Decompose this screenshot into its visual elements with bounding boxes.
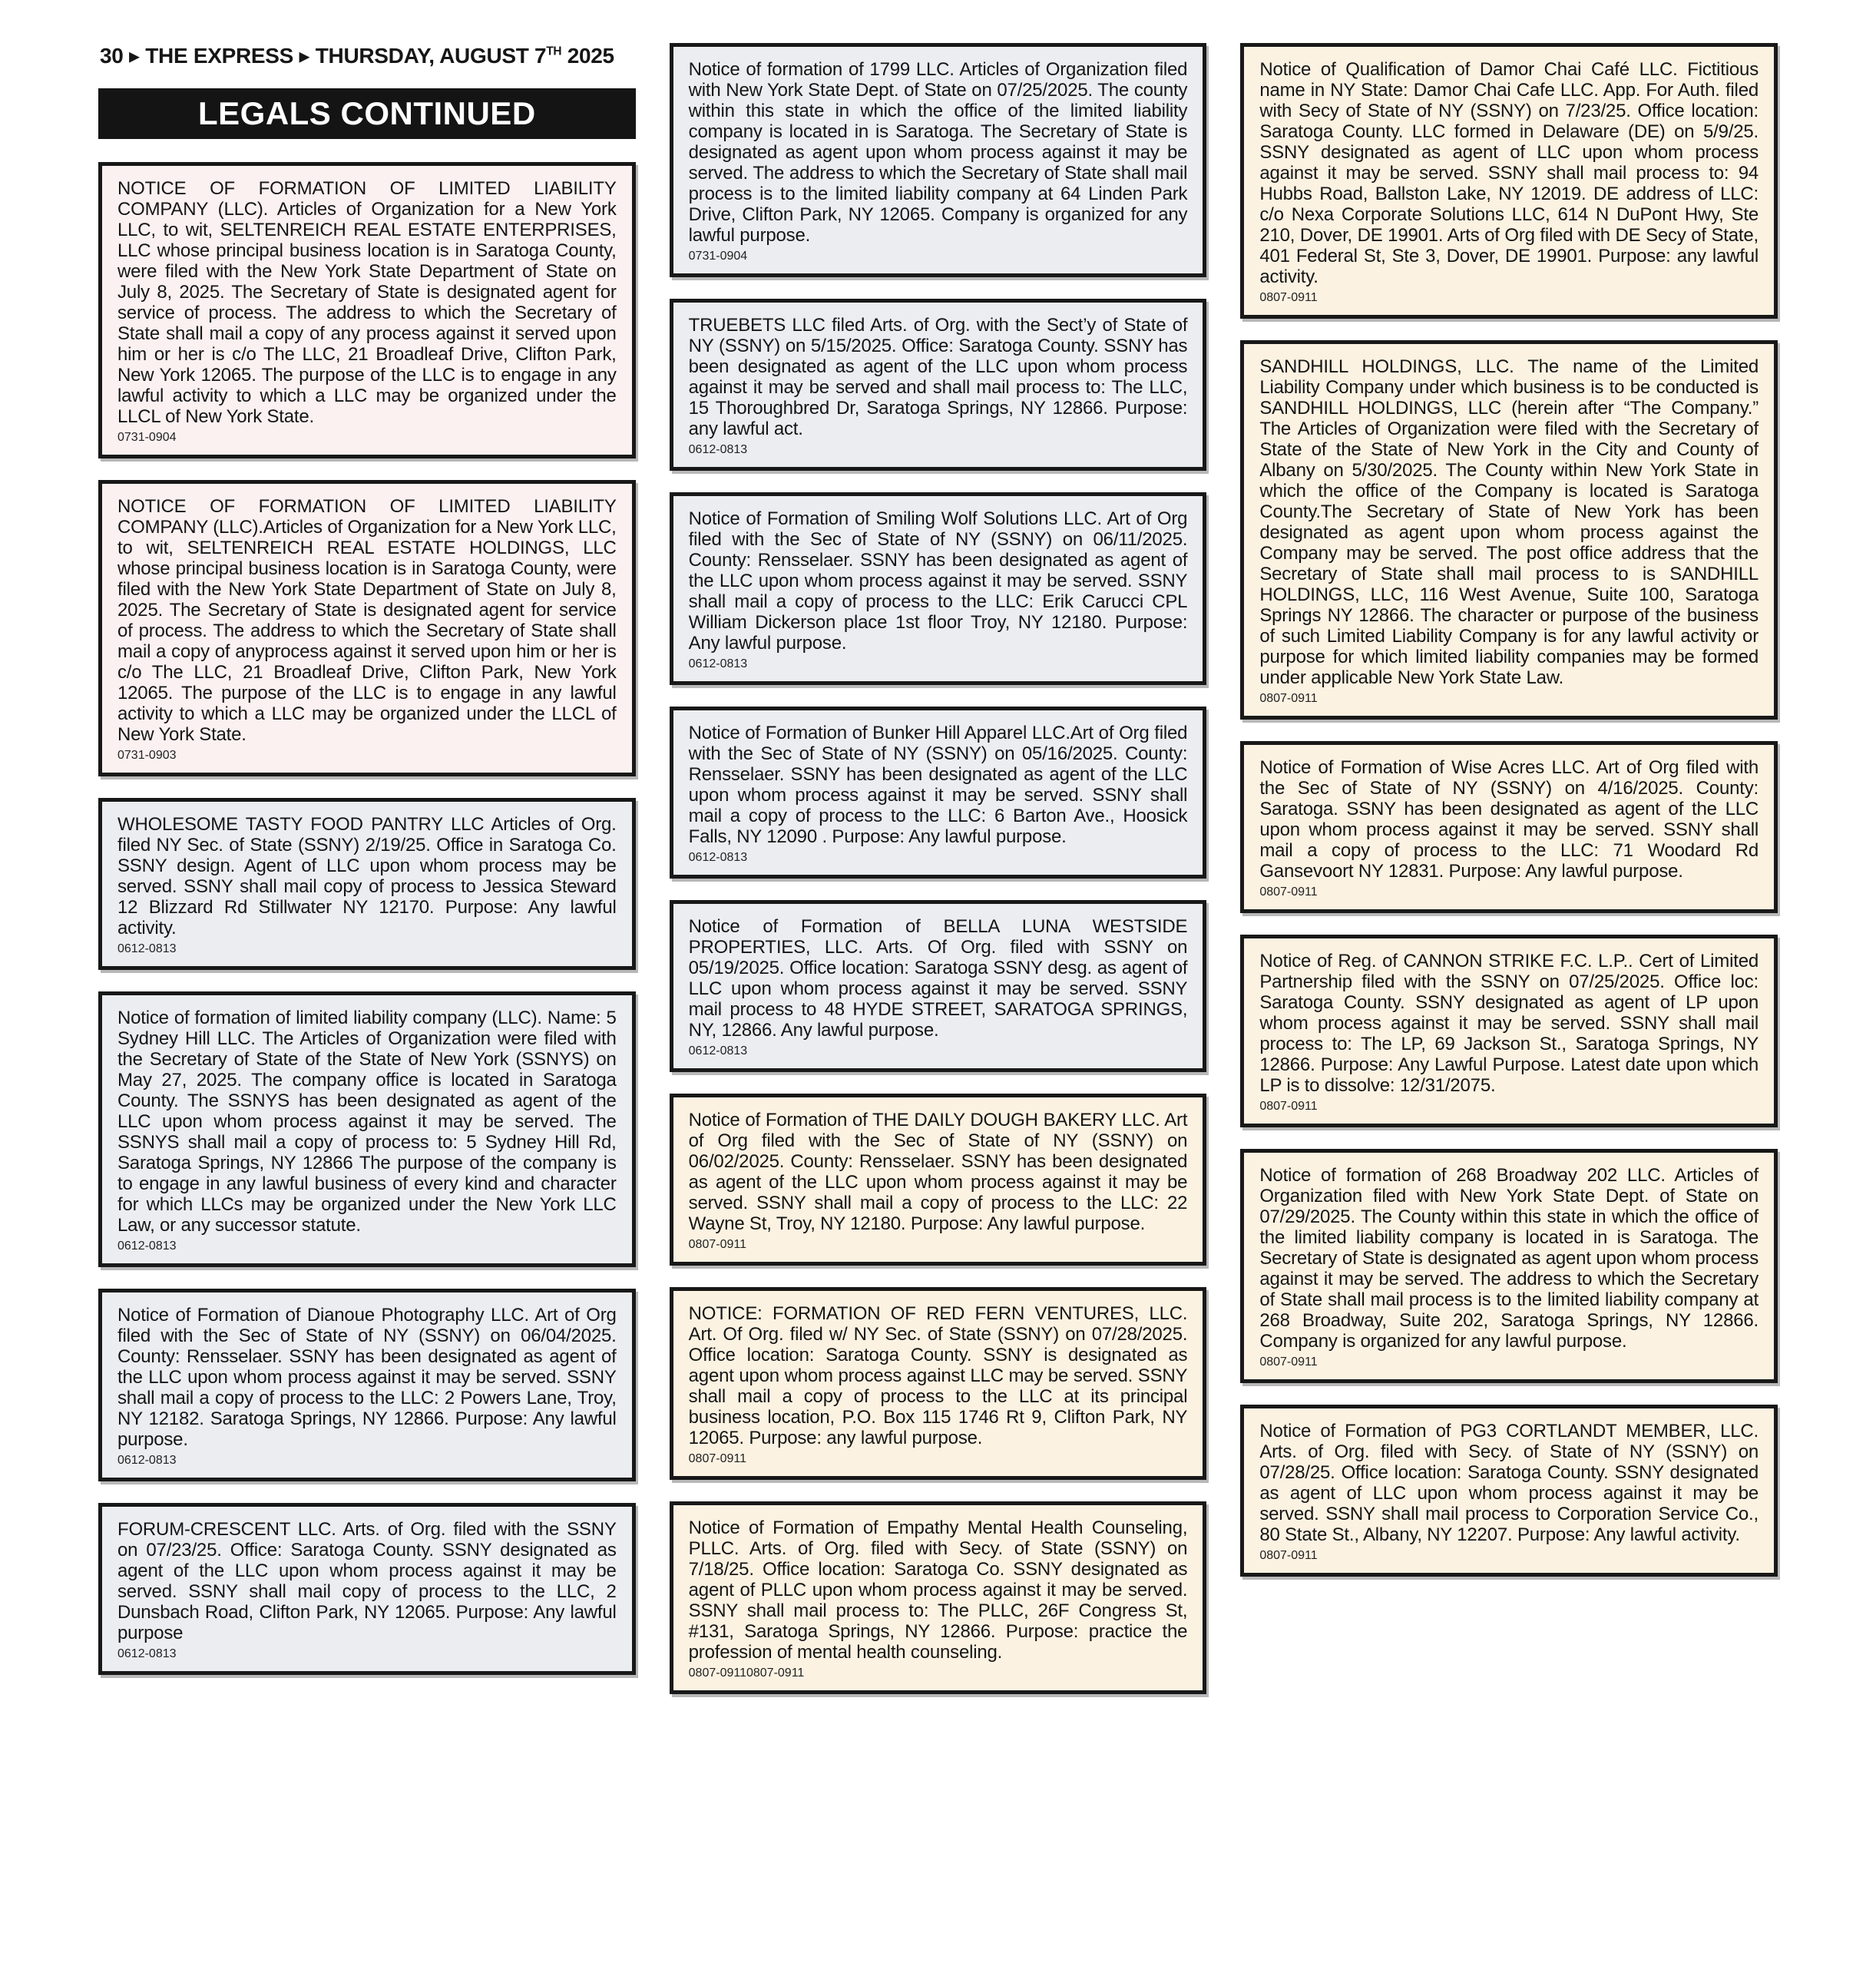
- legal-notice-box: [1240, 43, 1778, 319]
- notice-code: 0612-0813: [117, 942, 177, 955]
- notice-code: 0807-0911: [1259, 1355, 1318, 1369]
- notice-text: Notice of Formation of BELLA LUNA WESTSIDE PROPERTIES, LLC. Arts. Of Org. filed with SSNY on 05/19/2025. Office location: Saratoga SSNY desg. as agent of LLC upon whom process against it may be served. SSNY mail process to 48 HYDE STREET, SARATOGA SPRINGS, NY, 12866. Any lawful purpose.: [688, 916, 1188, 1041]
- legal-notice-box: [98, 798, 636, 970]
- page-masthead: [98, 43, 636, 68]
- notice-text: Notice of Qualification of Damor Chai Café LLC. Fictitious name in NY State: Damor Chai Cafe LLC. App. For Auth. filed with Secy of State of NY (SSNY) on 7/23/25. Office location: Saratoga County. LLC formed in Delaware (DE) on 5/9/25. SSNY designated as agent of LLC upon whom process against it may be served. SSNY shall mail process to: 94 Hubbs Road, Ballston Lake, NY 12019. DE address of LLC: c/o Nexa Corporate Solutions LLC, 614 N DuPont Hwy, Ste 210, Dover, DE 19901. Arts of Org filed with DE Secy of State, 401 Federal St, Ste 3, Dover, DE 19901. Purpose: any lawful activity.: [1259, 59, 1759, 287]
- legal-notice-box: [670, 707, 1207, 879]
- notice-code: 0807-0911: [688, 1238, 746, 1251]
- legal-notice-box: [98, 480, 636, 776]
- notice-text: Notice of Formation of Wise Acres LLC. Art of Org filed with the Sec of State of NY (SSNY) on 4/16/2025. County: Saratoga. SSNY has been designated as agent of the LLC upon whom process against it may be served. SSNY shall mail a copy of process to the LLC: 71 Woodard Rd Gansevoort NY 12831. Purpose: Any lawful purpose.: [1259, 757, 1759, 882]
- notice-list-2: [670, 43, 1207, 1694]
- notice-code: 0807-0911: [688, 1452, 746, 1465]
- notice-text: Notice of Formation of PG3 CORTLANDT MEMBER, LLC. Arts. of Org. filed with Secy. of State of NY (SSNY) on 07/28/25. Office location: Saratoga County. SSNY designated as agent of LLC upon whom process against it may be served. SSNY shall mail process to Corporation Service Co., 80 State St., Albany, NY 12207. Purpose: Any lawful activity.: [1259, 1421, 1759, 1545]
- notice-code: 0612-0813: [117, 1647, 177, 1660]
- legals-banner: [98, 88, 636, 139]
- legal-notice-box: [670, 1287, 1207, 1480]
- notice-code: 0807-09110807-0911: [688, 1666, 805, 1680]
- notice-text: Notice of Formation of Empathy Mental Health Counseling, PLLC. Arts. of Org. filed with Secy. of State (SSNY) on 7/18/25. Office location: Saratoga Co. SSNY designated as agent of PLLC upon whom process against it may be served. SSNY shall mail process to: The PLLC, 26F Congress St, #131, Saratoga Springs, NY 12866. Purpose: practice the profession of mental health counseling.: [688, 1518, 1188, 1663]
- notice-code: 0731-0904: [688, 250, 748, 263]
- notice-text: NOTICE: FORMATION OF RED FERN VENTURES, LLC. Art. Of Org. filed w/ NY Sec. of State (SSNY) on 07/28/2025. Office location: Saratoga County. SSNY is designated as agent upon whom process against LLC may be served. SSNY shall mail a copy of process to the LLC at its principal business location, P.O. Box 115 1746 Rt 9, Clifton Park, NY 12065. Purpose: any lawful purpose.: [688, 1303, 1188, 1448]
- column-2: [670, 43, 1207, 1716]
- notice-text: Notice of Formation of Smiling Wolf Solutions LLC. Art of Org filed with the Sec of State of NY (SSNY) on 06/11/2025. County: Rensselaer. SSNY has been designated as agent of the LLC upon whom process against it may be served. SSNY shall mail a copy of process to the LLC: Erik Carucci CPL William Dickerson place 1st floor Troy, NY 12180. Purpose: Any lawful purpose.: [688, 508, 1188, 654]
- legals-banner-label: LEGALS CONTINUED: [197, 95, 536, 131]
- notice-text: Notice of Formation of Bunker Hill Apparel LLC.Art of Org filed with the Sec of State of NY (SSNY) on 05/16/2025. County: Rensselaer. SSNY has been designated as agent of the LLC upon whom process against it may be served. SSNY shall mail a copy of process to the LLC: 6 Barton Ave., Hoosick Falls, NY 12090 . Purpose: Any lawful purpose.: [688, 723, 1188, 847]
- notice-text: Notice of formation of 1799 LLC. Articles of Organization filed with New York State Dept. of State on 07/25/2025. The county within this state in which the office of the limited liability company is located in is Saratoga. The Secretary of State is designated as agent upon whom process against it may be served. The address to which the Secretary of State shall mail process is to the limited liability company at 64 Linden Park Drive, Clifton Park, NY 12065. Company is organized for any lawful purpose.: [688, 59, 1188, 246]
- notice-code: 0807-0911: [1259, 1549, 1318, 1562]
- notice-code: 0612-0813: [688, 657, 748, 670]
- notice-code: 0612-0813: [688, 1044, 748, 1057]
- notice-code: 0731-0903: [117, 749, 177, 762]
- notice-code: 0612-0813: [117, 1454, 177, 1467]
- notice-text: NOTICE OF FORMATION OF LIMITED LIABILITY COMPANY (LLC).Articles of Organization for a New York LLC, to wit, SELTENREICH REAL ESTATE HOLDINGS, LLC whose principal business location is in Saratoga County, were filed with the New York State Department of State on July 8, 2025. The Secretary of State is designated agent for service of process. The address to which the Secretary of State shall mail a copy of anyprocess against it served upon him or her is c/o The LLC, 21 Broadleaf Drive, Clifton Park, New York 12065. The purpose of the LLC is to engage in any lawful activity to which a LLC may be organized under the LLCL of New York State.: [117, 496, 617, 745]
- legal-notice-box: [1240, 741, 1778, 913]
- legal-notice-box: [1240, 1149, 1778, 1383]
- legal-notice-box: [1240, 1405, 1778, 1577]
- notice-text: Notice of Reg. of CANNON STRIKE F.C. L.P.. Cert of Limited Partnership filed with the SSNY on 07/25/2025. Office loc: Saratoga County. SSNY designated as agent of LP upon whom process against it may be served. SSNY shall mail process to: The LP, 69 Jackson St., Saratoga Springs, NY 12866. Purpose: Any Lawful Purpose. Latest date upon which LP is to dissolve: 12/31/2075.: [1259, 951, 1759, 1096]
- masthead-text: 30 ▸ THE EXPRESS ▸ THURSDAY, AUGUST 7: [100, 44, 547, 68]
- notice-code: 0612-0813: [688, 443, 748, 456]
- notice-text: SANDHILL HOLDINGS, LLC. The name of the Limited Liability Company under which business is to be conducted is SANDHILL HOLDINGS, LLC (herein after “The Company.” The Articles of Organization were filed with the Secretary of State of the State of New York in the City and County of Albany on 5/30/2025. The County within New York State in which the office of the Company is located is Saratoga County.The Secretary of State of New York has been designated as agent upon whom process against the Company may be served. The post office address that the Secretary of State shall mail process to is SANDHILL HOLDINGS, LLC, 116 West Avenue, Suite 100, Saratoga Springs NY 12866. The character or purpose of the business of such Limited Liability Company is for any lawful activity or purpose for which limited liability companies may be formed under applicable New York State Law.: [1259, 356, 1759, 688]
- masthead-year: 2025: [561, 44, 614, 68]
- notice-code: 0612-0813: [117, 1240, 177, 1253]
- legal-notice-box: [1240, 935, 1778, 1127]
- notice-list-1: [98, 162, 636, 1675]
- notice-text: NOTICE OF FORMATION OF LIMITED LIABILITY COMPANY (LLC). Articles of Organization for a New York LLC, to wit, SELTENREICH REAL ESTATE ENTERPRISES, LLC whose principal business location is in Saratoga County, were filed with the New York State Department of State on July 8, 2025. The Secretary of State is designated agent for service of process. The address to which the Secretary of State shall mail a copy of any process against it served upon him or her is c/o The LLC, 21 Broadleaf Drive, Clifton Park, New York 12065. The purpose of the LLC is to engage in any lawful activity to which a LLC may be organized under the LLCL of New York State.: [117, 178, 617, 427]
- legal-notice-box: [98, 991, 636, 1267]
- legal-notice-box: [670, 900, 1207, 1072]
- notice-code: 0807-0911: [1259, 885, 1318, 899]
- notice-code: 0807-0911: [1259, 692, 1318, 705]
- notice-text: Notice of Formation of Dianoue Photography LLC. Art of Org filed with the Sec of State of NY (SSNY) on 06/04/2025. County: Rensselaer. SSNY has been designated as agent of the LLC upon whom process against it may be served. SSNY shall mail a copy of process to the LLC: 2 Powers Lane, Troy, NY 12182. Saratoga Springs, NY 12866. Purpose: Any lawful purpose.: [117, 1305, 617, 1450]
- notice-code: 0612-0813: [688, 851, 748, 864]
- legal-notice-box: [670, 1094, 1207, 1266]
- notice-text: Notice of Formation of THE DAILY DOUGH BAKERY LLC. Art of Org filed with the Sec of State of NY (SSNY) on 06/02/2025. County: Rensselaer. SSNY has been designated as agent of the LLC upon whom process against it may be served. SSNY shall mail a copy of process to the LLC: 22 Wayne St, Troy, NY 12180. Purpose: Any lawful purpose.: [688, 1110, 1188, 1234]
- notice-code: 0731-0904: [117, 431, 177, 444]
- legals-columns: [98, 43, 1778, 1716]
- legal-notice-box: [1240, 340, 1778, 720]
- legal-notice-box: [98, 162, 636, 458]
- legal-notice-box: [98, 1503, 636, 1675]
- column-1: [98, 43, 636, 1696]
- legal-notice-box: [670, 1501, 1207, 1694]
- legal-notice-box: [670, 299, 1207, 471]
- legal-notice-box: [670, 43, 1207, 277]
- notice-text: TRUEBETS LLC filed Arts. of Org. with the Sect’y of State of NY (SSNY) on 5/15/2025. Office: Saratoga County. SSNY has been designated as agent of the LLC upon whom process against it may be served and shall mail process to: The LLC, 15 Thoroughbred Dr, Saratoga Springs, NY 12866. Purpose: any lawful act.: [688, 315, 1188, 439]
- masthead-ordinal: TH: [546, 45, 562, 58]
- notice-text: Notice of formation of 268 Broadway 202 LLC. Articles of Organization filed with New York State Dept. of State on 07/29/2025. The County within this state in which the office of the limited liability company is located in is Saratoga. The Secretary of State is designated as agent upon whom process against it may be served. The address to which the Secretary of State shall mail process is to the limited liability company at 268 Broadway, Suite 202, Saratoga Springs, NY 12866. Company is organized for any lawful purpose.: [1259, 1165, 1759, 1352]
- notice-text: Notice of formation of limited liability company (LLC). Name: 5 Sydney Hill LLC. The Articles of Organization were filed with the Secretary of State of the State of New York (SSNYS) on May 27, 2025. The company office is located in Saratoga County. The SSNYS has been designated as agent of the LLC upon whom process against it may be served. The SSNYS shall mail a copy of process to: 5 Sydney Hill Rd, Saratoga Springs, NY 12866 The purpose of the company is to engage in any lawful business of every kind and character for which LLCs may be organized under the New York LLC Law, or any successor statute.: [117, 1008, 617, 1236]
- column-3: [1240, 43, 1778, 1598]
- notice-list-3: [1240, 43, 1778, 1577]
- legal-notice-box: [98, 1289, 636, 1481]
- notice-code: 0807-0911: [1259, 291, 1318, 304]
- notice-text: FORUM-CRESCENT LLC. Arts. of Org. filed with the SSNY on 07/23/25. Office: Saratoga County. SSNY designated as agent of the LLC upon whom process against it may be served. SSNY shall mail copy of process to the LLC, 2 Dunsbach Road, Clifton Park, NY 12065. Purpose: Any lawful purpose: [117, 1519, 617, 1643]
- notice-code: 0807-0911: [1259, 1100, 1318, 1113]
- notice-text: WHOLESOME TASTY FOOD PANTRY LLC Articles of Org. filed NY Sec. of State (SSNY) 2/19/25. Office in Saratoga Co. SSNY design. Agent of LLC upon whom process may be served. SSNY shall mail copy of process to Jessica Steward 12 Blizzard Rd Stillwater NY 12170. Purpose: Any lawful activity.: [117, 814, 617, 938]
- legal-notice-box: [670, 492, 1207, 685]
